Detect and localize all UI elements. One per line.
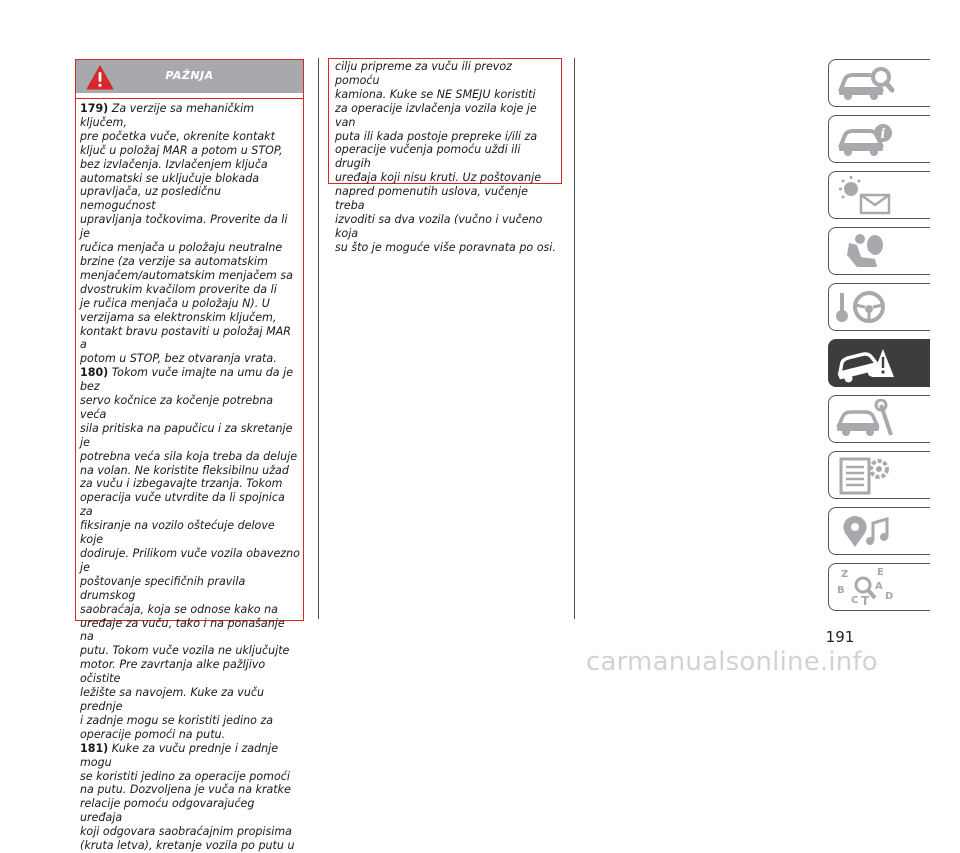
item-text: Tokom vuče imajte na umu da je bez servo kočnice za kočenje potrebna veća sila pritiska na papučicu i za skretanje je potrebna veća sila koja treba da deluje na volan. Ne koristite fleksibilnu užad za vuču i izbegavajte trzanja. Tokom operacija vuče utvrdite da li spojnica za fiksiranje na vozilo oštećuje delove koje dodiruje. Prilikom vuče vozila obavezno je poštovanje specifičnih pravila drumskog saobraćaja, koja se odnose kako na uređaje za vuču, tako i na ponašanje na putu. Tokom vuče vozila ne uključujte motor. Pre zavrtanja alke pažljivo očistite ležište sa navojem. Kuke za vuču prednje i zadnje mogu se koristiti jedino za operacije pomoći na putu. (80, 366, 300, 741)
warning-item-180 (80, 366, 300, 741)
seat-airbag-icon (835, 231, 895, 271)
index-letter: C (851, 595, 859, 606)
page-number: 191 (825, 628, 855, 646)
svg-text:i: i (880, 127, 886, 142)
warning-item-179 (80, 102, 300, 366)
index-letter: D (885, 591, 894, 602)
tab-index[interactable] (828, 563, 930, 611)
multimedia-music-icon (835, 511, 895, 551)
tab-technical-data[interactable] (828, 451, 930, 499)
column-divider-1 (318, 58, 319, 619)
warning-box (75, 59, 304, 853)
watermark: carmanualsonline.info (586, 647, 878, 677)
tab-starting-driving[interactable] (828, 283, 930, 331)
tab-instrument-panel[interactable] (828, 115, 930, 163)
warning-item-181 (80, 742, 300, 853)
tab-safety-lights[interactable] (828, 171, 930, 219)
item-text: Kuke za vuču prednje i zadnje mogu se koristiti jedino za operacije pomoći na putu. Dozvoljena je vuča na kratke relacije pomoću odgovarajućeg uređaja koji odgovara saobraćajnim propisima (kruta letva), kretanje vozila po putu u (80, 741, 295, 853)
warning-title: PAŽNJA (165, 69, 214, 82)
alphabetical-index-icon (835, 567, 895, 607)
index-letter: A (875, 581, 883, 592)
continuation-text: cilju pripreme za vuču ili prevoz pomoću kamiona. Kuke se NE SMEJU koristiti za operacije izvlačenja vozila koje je van puta ili kada postoje prepreke i/ili za operacije vučenja pomoću uždi ili drugih uređaja koji nisu kruti. Uz poštovanje napred pomenutih uslova, vučenje treba izvoditi sa dva vozila (vučno i vučeno koja su što je moguće više poravnata po osi. (335, 60, 556, 254)
car-info-icon (835, 119, 895, 159)
specs-gear-icon (835, 455, 895, 495)
column-divider-2 (574, 58, 575, 619)
item-number: 179) (80, 102, 109, 115)
index-letter: B (837, 585, 845, 596)
key-steering-wheel-icon (835, 287, 895, 327)
tab-vehicle-knowledge[interactable] (828, 59, 930, 107)
index-letter: E (877, 567, 884, 578)
tab-in-an-emergency[interactable] (828, 339, 930, 387)
car-breakdown-warning-icon (835, 343, 895, 383)
tab-safety[interactable] (828, 227, 930, 275)
car-wrench-icon (835, 399, 895, 439)
car-magnifier-icon (835, 63, 895, 103)
item-text: Za verzije sa mehaničkim ključem, pre početka vuče, okrenite kontakt ključ u položaj MAR a potom u STOP, bez izvlačenja. Izvlačenjem ključa automatski se uključuje blokada upravljača, uz posledičnu nemogućnost upravljanja točkovima. Proverite da li je ručica menjača u položaju neutralne brzine (za verzije sa automatskim menjačem/automatskim menjačem sa dvostrukim kvačilom proverite da li je ručica menjača u položaju N). U verzijama sa elektronskim ključem, kontakt bravu postaviti u položaj MAR a potom u STOP, bez otvaranja vrata. (80, 102, 293, 366)
warning-divider (76, 98, 303, 99)
warning-continuation-box (328, 58, 562, 254)
index-letter: T (861, 594, 870, 607)
warning-header (76, 60, 303, 93)
tab-multimedia[interactable] (828, 507, 930, 555)
warning-body (80, 102, 300, 853)
tab-servicing-care[interactable] (828, 395, 930, 443)
item-number: 181) (80, 741, 109, 755)
index-letter: Z (841, 569, 849, 580)
item-number: 180) (80, 366, 109, 380)
light-envelope-icon (835, 175, 895, 215)
